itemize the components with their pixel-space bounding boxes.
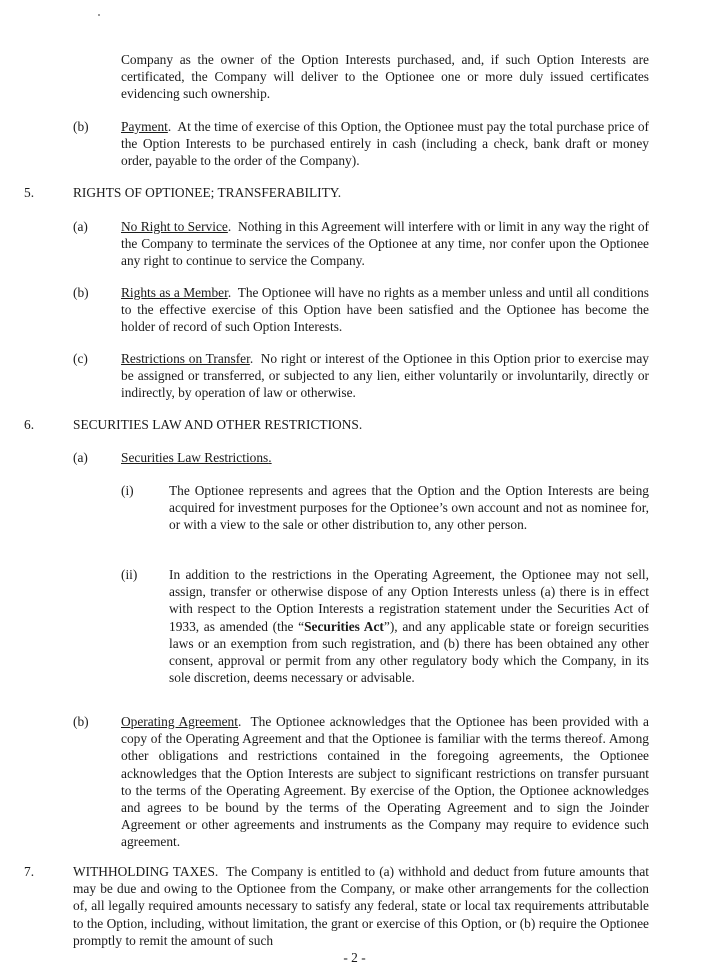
- no-right-to-service-text: Nothing in this Agreement will interfere with or limit in any way the right of the Company to terminate the services of the Optionee at any time, nor confer upon the Optionee any right to continue to service the Company.: [121, 219, 649, 269]
- transfer-restrictions-text-after: ”), and any applicable state or foreign securities laws or an exemption from such registration, and (b) there has been obtained any other consent, approval or permit from any other regulatory body which the Company, in its sole discretion, deems necessary or advisable.: [169, 618, 649, 686]
- continuation-text: Company as the owner of the Option Interests purchased, and, if such Option Interests are certificated, the Company will deliver to the Optionee one or more duly issued certificates evidencing such ownership.: [121, 52, 649, 102]
- section-5-title: RIGHTS OF OPTIONEE; TRANSFERABILITY.: [73, 185, 342, 200]
- securities-act-defined-term: Securities Act: [304, 618, 384, 634]
- operating-agreement-paragraph: Operating Agreement. The Optionee acknowledges that the Optionee has been provided with a copy of the Operating Agreement and that the Optionee is familiar with the terms thereof. Among other obligations and restrictions contained in the foregoing agreements, the Optionee acknowledges that the Option Interests are subject to significant restrictions on transfer pursuant to the terms of the Operating Agreement. By exercise of the Option, the Optionee acknowledges and agrees to be bound by the terms of the Operating Agreement and to sign the Joinder Agreement or other agreements and instruments as the Company may require to evidence such agreement.: [121, 714, 649, 850]
- clause-label-6a-i: (i): [121, 483, 134, 498]
- transfer-restrictions-paragraph: [169, 566, 649, 686]
- clause-label-6a: (a): [73, 450, 88, 465]
- restrictions-on-transfer-heading: Restrictions on Transfer: [121, 351, 250, 366]
- clause-label-5a: (a): [73, 219, 88, 234]
- restrictions-on-transfer-text: No right or interest of the Optionee in this Option prior to exercise may be assigned or transferred, or subjected to any lien, either voluntarily or involuntarily, directly or indirectly, by operation of law or otherwise.: [121, 351, 649, 401]
- section-5-number: 5.: [24, 185, 35, 200]
- payment-paragraph: Payment. At the time of exercise of this Option, the Optionee must pay the total purchase price of the Option Interests to be purchased entirely in cash (including a check, bank draft or money order, payable to the order of the Company).: [121, 119, 649, 169]
- rights-as-member-heading: Rights as a Member: [121, 285, 228, 300]
- investment-representation-paragraph: [169, 482, 649, 534]
- section-6-title: SECURITIES LAW AND OTHER RESTRICTIONS.: [73, 417, 363, 432]
- investment-representation-text: The Optionee represents and agrees that the Option and the Option Interests are being acquired for investment purposes for the Optionee’s own account and not as nominee for, or with a view to the sale or other distribution to, any other person.: [169, 483, 649, 533]
- restrictions-on-transfer-paragraph: Restrictions on Transfer. No right or interest of the Optionee in this Option prior to exercise may be assigned or transferred, or subjected to any lien, either voluntarily or involuntarily, directly or indirectly, by operation of law or otherwise.: [121, 351, 649, 401]
- securities-law-restrictions-heading-text: Securities Law Restrictions: [121, 450, 269, 465]
- section-7-number: 7.: [24, 864, 35, 879]
- payment-heading: Payment: [121, 119, 168, 134]
- withholding-taxes-title: WITHHOLDING TAXES.: [73, 864, 219, 879]
- no-right-to-service-paragraph: No Right to Service. Nothing in this Agreement will interfere with or limit in any way the right of the Company to terminate the services of the Optionee at any time, nor confer upon the Optionee any right to continue to service the Company.: [121, 219, 649, 269]
- securities-law-restrictions-heading: Securities Law Restrictions.: [121, 450, 272, 465]
- clause-label-5b: (b): [73, 285, 89, 300]
- clause-label-6a-ii: (ii): [121, 567, 138, 582]
- transfer-restrictions-text-before: In addition to the restrictions in the Operating Agreement, the Optionee may not sell, assign, transfer or otherwise dispose of any Option Interests unless (a) there is in effect with respect to the Option Interests a registration statement under the Securities Act of 1933, as amended (the “: [169, 567, 649, 634]
- clause-label-4b: (b): [73, 119, 89, 134]
- page-number: - 2 -: [343, 950, 366, 965]
- scan-speck: [98, 14, 100, 16]
- rights-as-member-paragraph: Rights as a Member. The Optionee will have no rights as a member unless and until all conditions to the effective exercise of this Option have been satisfied and the Optionee has become the holder of record of such Option Interests.: [121, 285, 649, 335]
- section-6-number: 6.: [24, 417, 35, 432]
- operating-agreement-text: The Optionee acknowledges that the Optionee has been provided with a copy of the Operating Agreement and that the Optionee is familiar with the terms thereof. Among other obligations and restrictions contained in the foregoing agreements, the Optionee acknowledges that the Option Interests are subject to significant restrictions on transfer pursuant to the terms of the Operating Agreement. By exercise of the Option, the Optionee acknowledges and agrees to be bound by the terms of the Operating Agreement and to sign the Joinder Agreement or other agreements and instruments as the Company may require to evidence such agreement.: [121, 714, 649, 850]
- no-right-to-service-heading: No Right to Service: [121, 219, 228, 234]
- continuation-paragraph: [121, 51, 649, 103]
- withholding-taxes-text: The Company is entitled to (a) withhold and deduct from future amounts that may be due and owing to the Optionee from the Company, or make other arrangements for the collection of, all legally required amounts necessary to satisfy any federal, state or local tax requirements attributable to the Option, including, without limitation, the grant or exercise of this Option, or (b) require the Optionee promptly to remit the amount of such: [73, 864, 649, 948]
- clause-label-5c: (c): [73, 351, 88, 366]
- withholding-taxes-paragraph: [73, 863, 649, 949]
- clause-label-6b: (b): [73, 714, 89, 729]
- rights-as-member-text: The Optionee will have no rights as a member unless and until all conditions to the effective exercise of this Option have been satisfied and the Optionee has become the holder of record of such Option Interests.: [121, 285, 649, 335]
- payment-text: At the time of exercise of this Option, the Optionee must pay the total purchase price of the Option Interests to be purchased entirely in cash (including a check, bank draft or money order, payable to the order of the Company).: [121, 119, 649, 169]
- operating-agreement-heading: Operating Agreement: [121, 714, 238, 729]
